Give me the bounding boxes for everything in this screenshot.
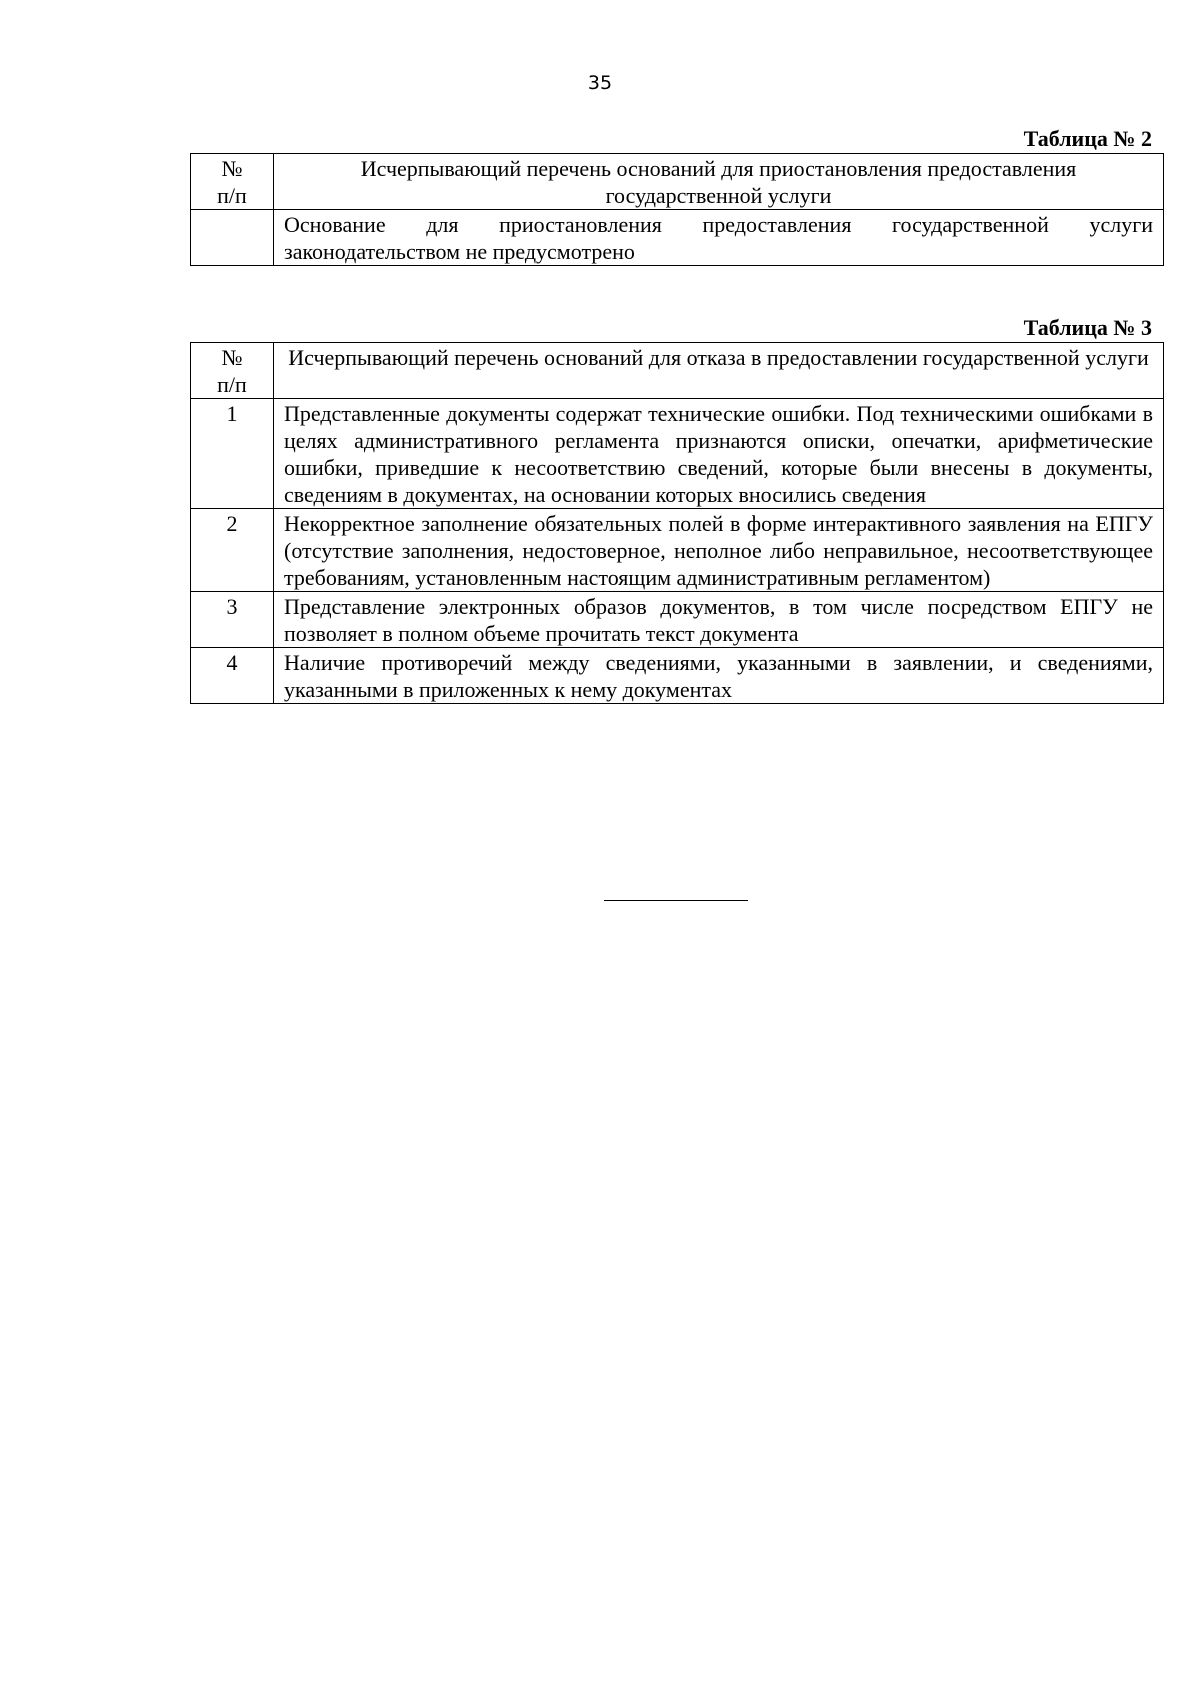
row-number: 2 xyxy=(191,509,274,592)
row-text: Наличие противоречий между сведениями, указанными в заявлении, и сведениями, указанными в приложенных к нему документах xyxy=(274,648,1164,704)
row-text: Представление электронных образов документов, в том числе посредством ЕПГУ не позволяет в полном объеме прочитать текст документа xyxy=(274,592,1164,648)
table-row xyxy=(191,648,1164,704)
table-row xyxy=(191,592,1164,648)
table-header-row xyxy=(191,154,1164,210)
table-header-row xyxy=(191,343,1164,399)
end-of-document-rule xyxy=(604,900,748,901)
page-number: 35 xyxy=(587,72,613,94)
refusal-grounds-table xyxy=(190,342,1164,704)
row-number: 4 xyxy=(191,648,274,704)
row-text: Некорректное заполнение обязательных полей в форме интерактивного заявления на ЕПГУ (отсутствие заполнения, недостоверное, неполное либо неправильное, несоответствующее требованиям, установленным настоящим административным регламентом) xyxy=(274,509,1164,592)
table-row xyxy=(191,210,1164,266)
table-row xyxy=(191,399,1164,509)
row-text: Представленные документы содержат технические ошибки. Под техническими ошибками в целях административного регламента признаются описки, опечатки, арифметические ошибки, приведшие к несоответствию сведений, которые были внесены в документы, сведениям в документах, на основании которых вносились сведения xyxy=(274,399,1164,509)
row-number: 1 xyxy=(191,399,274,509)
table-3-caption: Таблица № 3 xyxy=(1023,315,1152,340)
column-header-number: № п/п xyxy=(191,154,274,210)
row-number xyxy=(191,210,274,266)
column-header-grounds: Исчерпывающий перечень оснований для отказа в предоставлении государственной услуги xyxy=(274,343,1164,399)
table-row xyxy=(191,509,1164,592)
row-number: 3 xyxy=(191,592,274,648)
column-header-grounds: Исчерпывающий перечень оснований для приостановления предоставления государственной услуги xyxy=(274,154,1164,210)
suspension-grounds-table xyxy=(190,153,1164,266)
column-header-number: № п/п xyxy=(191,343,274,399)
row-text: Основание для приостановления предоставления государственной услуги законодательством не предусмотрено xyxy=(274,210,1164,266)
table-2-caption: Таблица № 2 xyxy=(1023,126,1152,151)
